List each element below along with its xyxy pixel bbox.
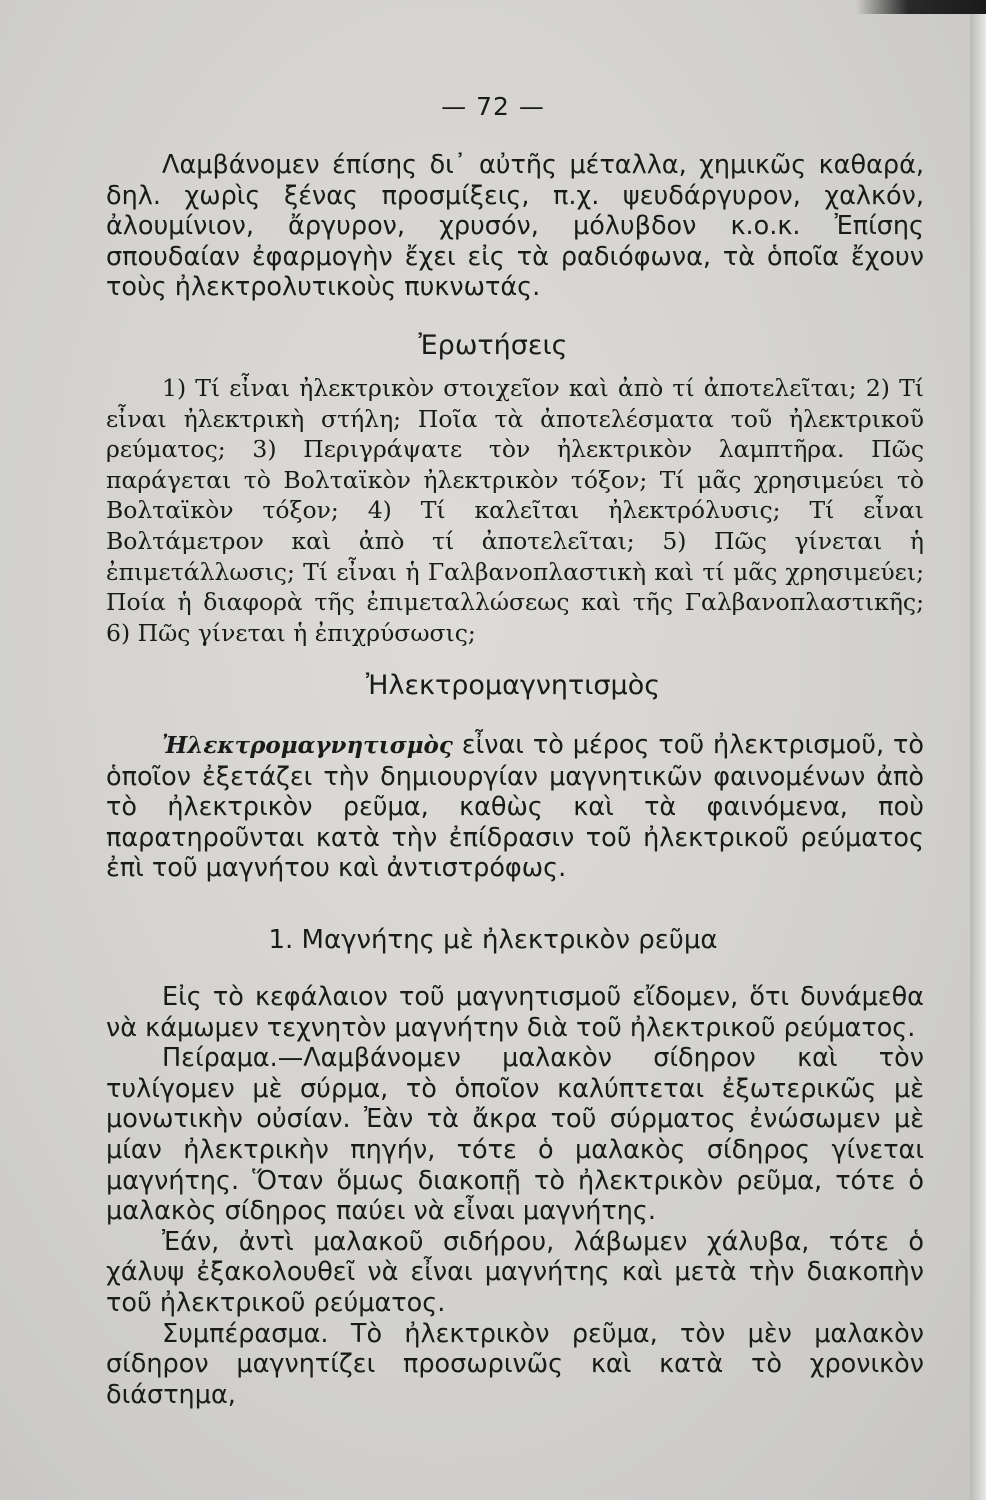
questions-heading: Ἐρωτήσεις	[418, 330, 568, 361]
page-edge-shadow	[970, 0, 986, 1500]
definition-text: εἶναι τὸ μέρος τοῦ ἠλεκτρισμοῦ, τὸ ὁποῖον ἐξετάζει τὴν δημιουργίαν μαγνητικῶν φαινομένων ἀπὸ τὸ ἠλεκτρικὸν ρεῦμα, καθὼς καὶ τὰ φαινόμενα, ποὺ παρατηροῦνται κατὰ τὴν ἐπίδρασιν τοῦ ἠλεκτρικοῦ ρεύματος ἐπὶ τοῦ μαγνήτου καὶ ἀντιστρόφως.	[106, 730, 924, 884]
section-heading: Ἠλεκτρομαγνητισμὸς	[365, 670, 661, 701]
definition-term: Ἠλεκτρομαγνητισμὸς	[162, 732, 453, 759]
definition-paragraph	[106, 730, 924, 884]
questions-block	[106, 373, 924, 648]
paragraph-conclusion: Συμπέρασμα. Τὸ ἠλεκτρικὸν ρεῦμα, τὸν μὲν μαλακὸν σίδηρον μαγνητίζει προσωρινῶς καὶ κατὰ τὸ χρονικὸν διάστημα,	[106, 1318, 924, 1410]
subsection-heading: 1. Μαγνήτης μὲ ἠλεκτρικὸν ρεῦμα	[268, 925, 718, 955]
intro-text: Λαμβάνομεν έπίσης δι᾽ αὐτῆς μέταλλα, χημικῶς καθαρά, δηλ. χωρὶς ξένας προσμίξεις, π.χ. ψευδάργυρον, χαλκόν, ἀλουμίνιον, ἄργυρον, χρυσόν, μόλυβδον κ.ο.κ. Ἐπίσης σπουδαίαν ἐφαρμογὴν ἔχει εἰς τὰ ραδιόφωνα, τὰ ὁποῖα ἔχουν τοὺς ἠλεκτρολυτικοὺς πυκνωτάς.	[106, 150, 924, 303]
paragraph-1: Εἰς τὸ κεφάλαιον τοῦ μαγνητισμοῦ εἴδομεν, ὅτι δυνάμεθα νὰ κάμωμεν τεχνητὸν μαγνήτην διὰ τοῦ ἠλεκτρικοῦ ρεύματος.	[106, 982, 924, 1043]
paragraph-experiment: Πείραμα.—Λαμβάνομεν μαλακὸν σίδηρον καὶ τὸν τυλίγομεν μὲ σύρμα, τὸ ὁποῖον καλύπτεται ἐξωτερικῶς μὲ μονωτικὴν οὐσίαν. Ἐὰν τὰ ἄκρα τοῦ σύρματος ἐνώσωμεν μὲ μίαν ἠλεκτρικὴν πηγήν, τότε ὁ μαλακὸς σίδηρος γίνεται μαγνήτης. Ὅταν ὅμως διακοπῇ τὸ ἠλεκτρικὸν ρεῦμα, τότε ὁ μαλακὸς σίδηρος παύει νὰ εἶναι μαγνήτης.	[106, 1043, 924, 1227]
body-paragraphs	[106, 982, 924, 1410]
intro-paragraph	[106, 150, 924, 303]
questions-text: 1) Τί εἶναι ἠλεκτρικὸν στοιχεῖον καὶ ἀπὸ τί ἀποτελεῖται; 2) Τί εἶναι ἠλεκτρικὴ στήλη; Ποῖα τὰ ἀποτελέσματα τοῦ ἠλεκτρικοῦ ρεύματος; 3) Περιγράψατε τὸν ἠλεκτρικὸν λαμπτῆρα. Πῶς παράγεται τὸ Βολταϊκὸν ἠλεκτρικὸν τόξον; Τί μᾶς χρησιμεύει τὸ Βολταϊκὸν τόξον; 4) Τί καλεῖται ἠλεκτρόλυσις; Τί εἶναι Βολτάμετρον καὶ ἀπὸ τί ἀποτελεῖται; 5) Πῶς γίνεται ἡ ἐπιμετάλλωσις; Τί εἶναι ἡ Γαλβανοπλαστικὴ καὶ τί μᾶς χρησιμεύει; Ποία ἡ διαφορὰ τῆς ἐπιμεταλλώσεως καὶ τῆς Γαλβανοπλαστικῆς; 6) Πῶς γίνεται ἡ ἐπιχρύσωσις;	[106, 374, 924, 647]
paragraph-steel: Ἐάν, ἀντὶ μαλακοῦ σιδήρου, λάβωμεν χάλυβα, τότε ὁ χάλυψ ἐξακολουθεῖ νὰ εἶναι μαγνήτης καὶ μετὰ τὴν διακοπὴν τοῦ ἠλεκτρικοῦ ρεύματος.	[106, 1226, 924, 1318]
page-number: — 72 —	[441, 92, 545, 121]
scan-corner-shadow	[856, 0, 986, 14]
